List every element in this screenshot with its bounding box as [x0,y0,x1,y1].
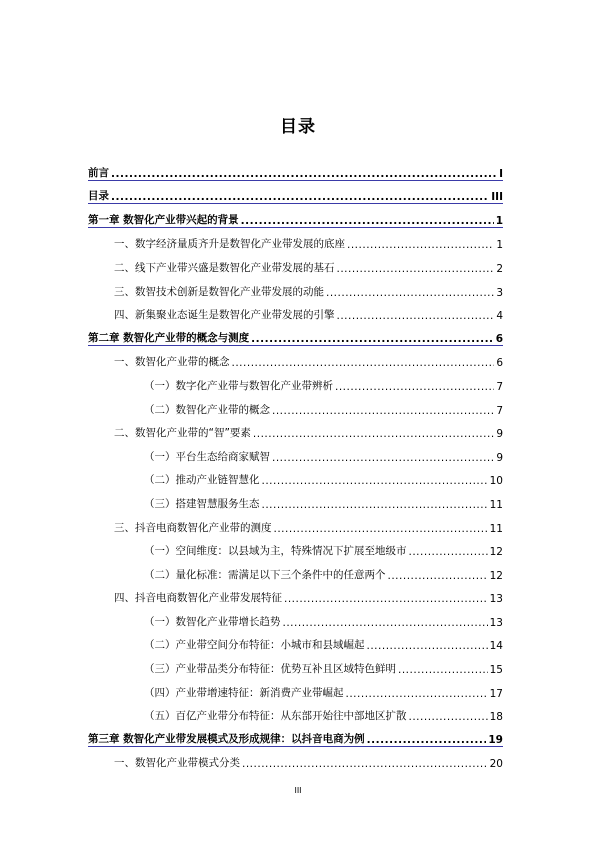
toc-entry-title: （三）搭建智慧服务生态 [144,497,260,510]
toc-entry[interactable] [88,251,503,275]
toc-entry[interactable] [88,747,503,771]
toc-entry-page: 3 [496,286,503,299]
toc-entry[interactable] [88,487,503,511]
dot-leader [337,263,495,275]
dot-leader [262,499,488,511]
toc-entry-title: 第一章 数智化产业带兴起的背景 [88,213,239,226]
toc-entry[interactable] [88,369,503,393]
dot-leader [241,215,494,227]
toc-entry[interactable] [88,700,503,724]
toc-entry-page: 12 [489,546,503,559]
toc-entry-title: 前言 [88,166,109,179]
toc-entry-page: 9 [496,428,503,441]
toc-entry-title: 四、抖音电商数智化产业带发展特征 [114,592,282,605]
dot-leader [347,239,494,251]
toc-entry[interactable] [88,676,503,700]
dot-leader [253,428,494,440]
toc-entry[interactable] [88,464,503,488]
toc-entry-page: 2 [496,262,503,275]
dot-leader [335,381,494,393]
toc-entry[interactable] [88,440,503,464]
toc-entry[interactable] [88,204,503,228]
dot-leader [272,452,494,464]
toc-entry-title: （二）数智化产业带的概念 [144,403,270,416]
toc-entry-page: I [499,167,503,180]
dot-leader [388,570,488,582]
toc-entry-page: 11 [489,498,503,511]
toc-entry[interactable] [88,535,503,559]
toc-entry-title: 三、抖音电商数智化产业带的测度 [114,521,272,534]
toc-entry[interactable] [88,393,503,417]
toc-entry-page: III [491,191,503,204]
toc-entry-page: 12 [489,569,503,582]
dot-leader [398,664,488,676]
toc-entry-page: 19 [488,733,503,746]
toc-entry-title: 一、数智化产业带的概念 [114,356,230,369]
toc-entry-title: 一、数智化产业带模式分类 [114,757,240,770]
dot-leader [111,168,497,180]
page-title: 目录 [280,117,316,137]
toc-entry-title: （一）平台生态给商家赋智 [144,450,270,463]
toc-entry-page: 20 [489,758,503,771]
toc-entry-title: 四、新集聚业态诞生是数智化产业带发展的引擎 [114,309,335,322]
table-of-contents [88,157,503,770]
toc-entry[interactable] [88,605,503,629]
toc-entry[interactable] [88,299,503,323]
dot-leader [367,640,488,652]
toc-entry-page: 15 [489,664,503,677]
toc-entry-page: 6 [496,357,503,370]
toc-entry-page: 6 [495,332,503,345]
toc-entry-title: 一、数字经济量质齐升是数智化产业带发展的底座 [114,238,345,251]
toc-entry-page: 1 [495,214,503,227]
dot-leader [367,734,487,746]
dot-leader [409,546,488,558]
dot-leader [346,688,488,700]
toc-entry-title: 二、线下产业带兴盛是数智化产业带发展的基石 [114,261,335,274]
toc-entry-title: （三）产业带品类分布特征：优势互补且区域特色鲜明 [144,663,396,676]
toc-entry-page: 13 [489,616,503,629]
toc-entry-page: 11 [489,522,503,535]
toc-entry[interactable] [88,228,503,252]
toc-entry[interactable] [88,346,503,370]
dot-leader [272,405,494,417]
toc-entry-title: 三、数智技术创新是数智化产业带发展的动能 [114,285,324,298]
toc-entry-page: 7 [496,380,503,393]
dot-leader [251,333,494,345]
toc-entry[interactable] [88,582,503,606]
toc-entry-page: 4 [496,310,503,323]
dot-leader [242,758,488,770]
toc-entry-page: 13 [489,593,503,606]
toc-entry[interactable] [88,511,503,535]
toc-entry[interactable] [88,181,503,205]
page-number: III [294,786,302,795]
toc-entry-title: （二）量化标准：需满足以下三个条件中的任意两个 [144,568,386,581]
toc-entry-page: 18 [489,711,503,724]
dot-leader [262,475,488,487]
toc-entry-title: （一）数字化产业带与数智化产业带辨析 [144,379,333,392]
toc-entry[interactable] [88,652,503,676]
dot-leader [284,593,488,605]
toc-entry-title: 第二章 数智化产业带的概念与测度 [88,331,250,344]
toc-entry-title: 目录 [88,190,109,203]
toc-entry-page: 14 [489,640,503,653]
dot-leader [337,310,495,322]
dot-leader [283,617,488,629]
toc-entry-title: （五）百亿产业带分布特征：从东部开始往中部地区扩散 [144,710,407,723]
toc-entry[interactable] [88,723,503,747]
toc-entry[interactable] [88,558,503,582]
dot-leader [274,523,488,535]
dot-leader [326,287,494,299]
toc-entry-title: 二、数智化产业带的“智”要素 [114,427,251,440]
toc-entry-title: （二）推动产业链智慧化 [144,474,260,487]
toc-entry-page: 10 [489,475,503,488]
toc-entry[interactable] [88,417,503,441]
dot-leader [111,191,489,203]
toc-entry[interactable] [88,322,503,346]
dot-leader [409,711,488,723]
toc-entry-page: 17 [489,687,503,700]
toc-entry-page: 1 [496,239,503,252]
toc-entry-title: （一）空间维度：以县域为主，特殊情况下扩展至地级市 [144,545,407,558]
toc-entry-page: 9 [496,451,503,464]
toc-entry[interactable] [88,629,503,653]
toc-entry[interactable] [88,275,503,299]
toc-entry-title: （一）数智化产业带增长趋势 [144,615,281,628]
toc-entry-title: 第三章 数智化产业带发展模式及形成规律：以抖音电商为例 [88,732,365,745]
toc-entry-title: （二）产业带空间分布特征：小城市和县域崛起 [144,639,365,652]
toc-entry-page: 7 [496,404,503,417]
toc-entry[interactable] [88,157,503,181]
dot-leader [232,357,495,369]
toc-entry-title: （四）产业带增速特征：新消费产业带崛起 [144,686,344,699]
